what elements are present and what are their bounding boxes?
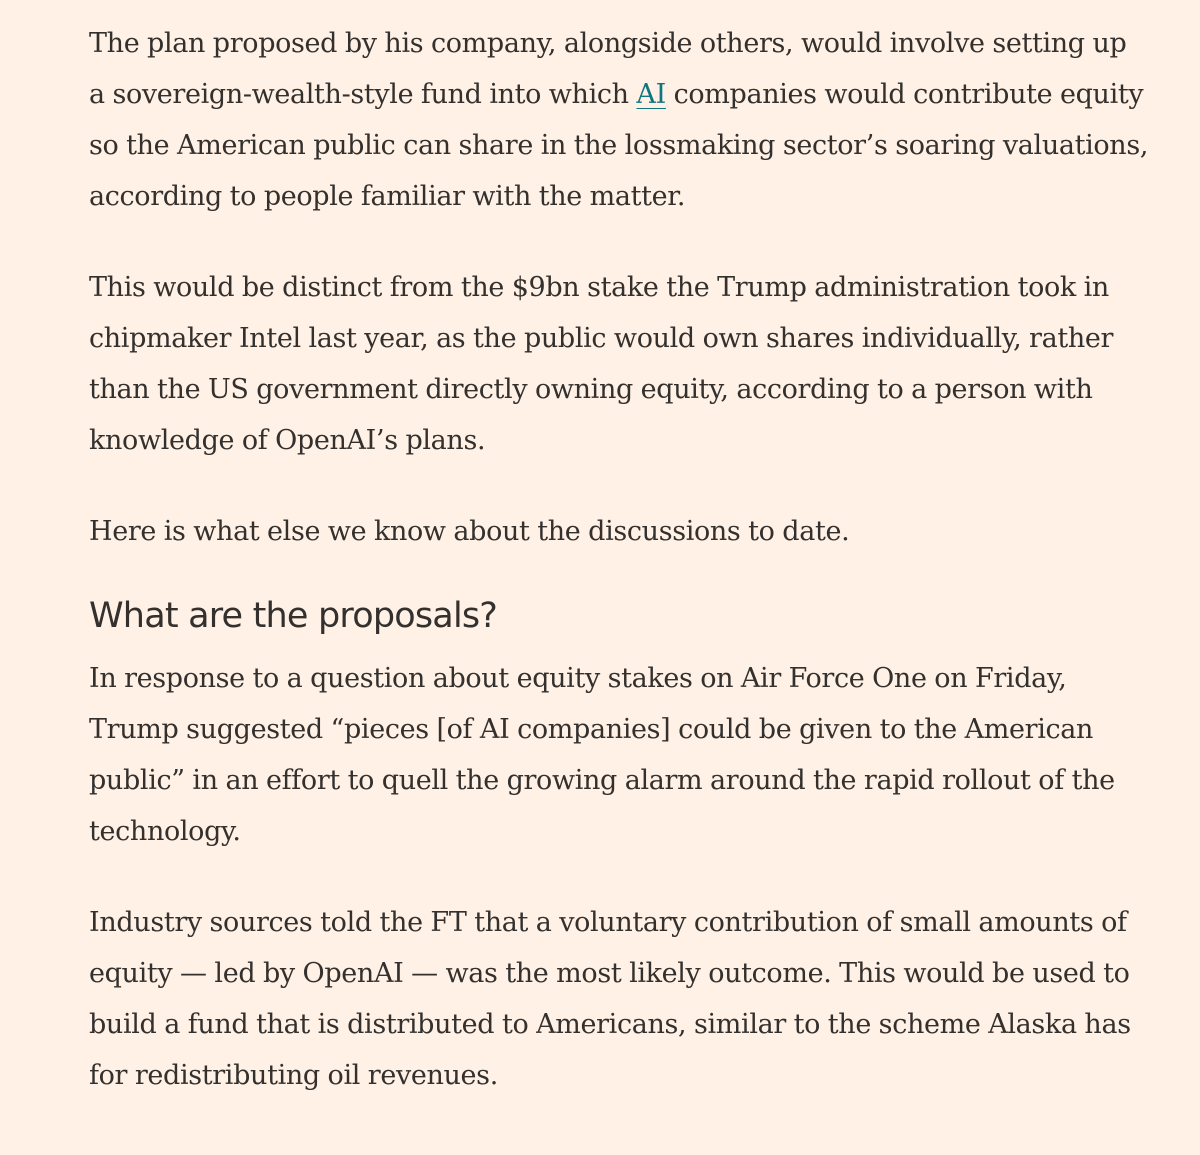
paragraph-1 (89, 18, 1149, 222)
paragraph-5: Industry sources told the FT that a voluntary contribution of small amounts of equity — led by OpenAI — was the most likely outcome. This would be used to build a fund that is distributed to Americans, similar to the scheme Alaska has for redistributing oil revenues. (89, 907, 1131, 1091)
paragraph-1-text-end: companies would contribute equity so the American public can share in the lossmaking sector’s soaring valuations, according to people familiar with the matter. (89, 79, 1149, 212)
paragraph-2: This would be distinct from the $9bn stake the Trump administration took in chipmaker Intel last year, as the public would own shares individually, rather than the US government directly owning equity, according to a person with knowledge of OpenAI’s plans. (89, 272, 1114, 456)
paragraph-4: In response to a question about equity stakes on Air Force One on Friday, Trump suggested “pieces [of AI companies] could be given to the American public” in an effort to quell the growing alarm around the rapid rollout of the technology. (89, 663, 1115, 847)
section-heading: What are the proposals? (89, 596, 498, 636)
ai-topic-link[interactable]: AI (636, 79, 666, 110)
paragraph-1-text-start: The plan proposed by his company, alongside others, would involve setting up a sovereign-wealth-style fund into which (89, 28, 1127, 110)
paragraph-3: Here is what else we know about the discussions to date. (89, 516, 850, 547)
article-body (89, 18, 1149, 1101)
